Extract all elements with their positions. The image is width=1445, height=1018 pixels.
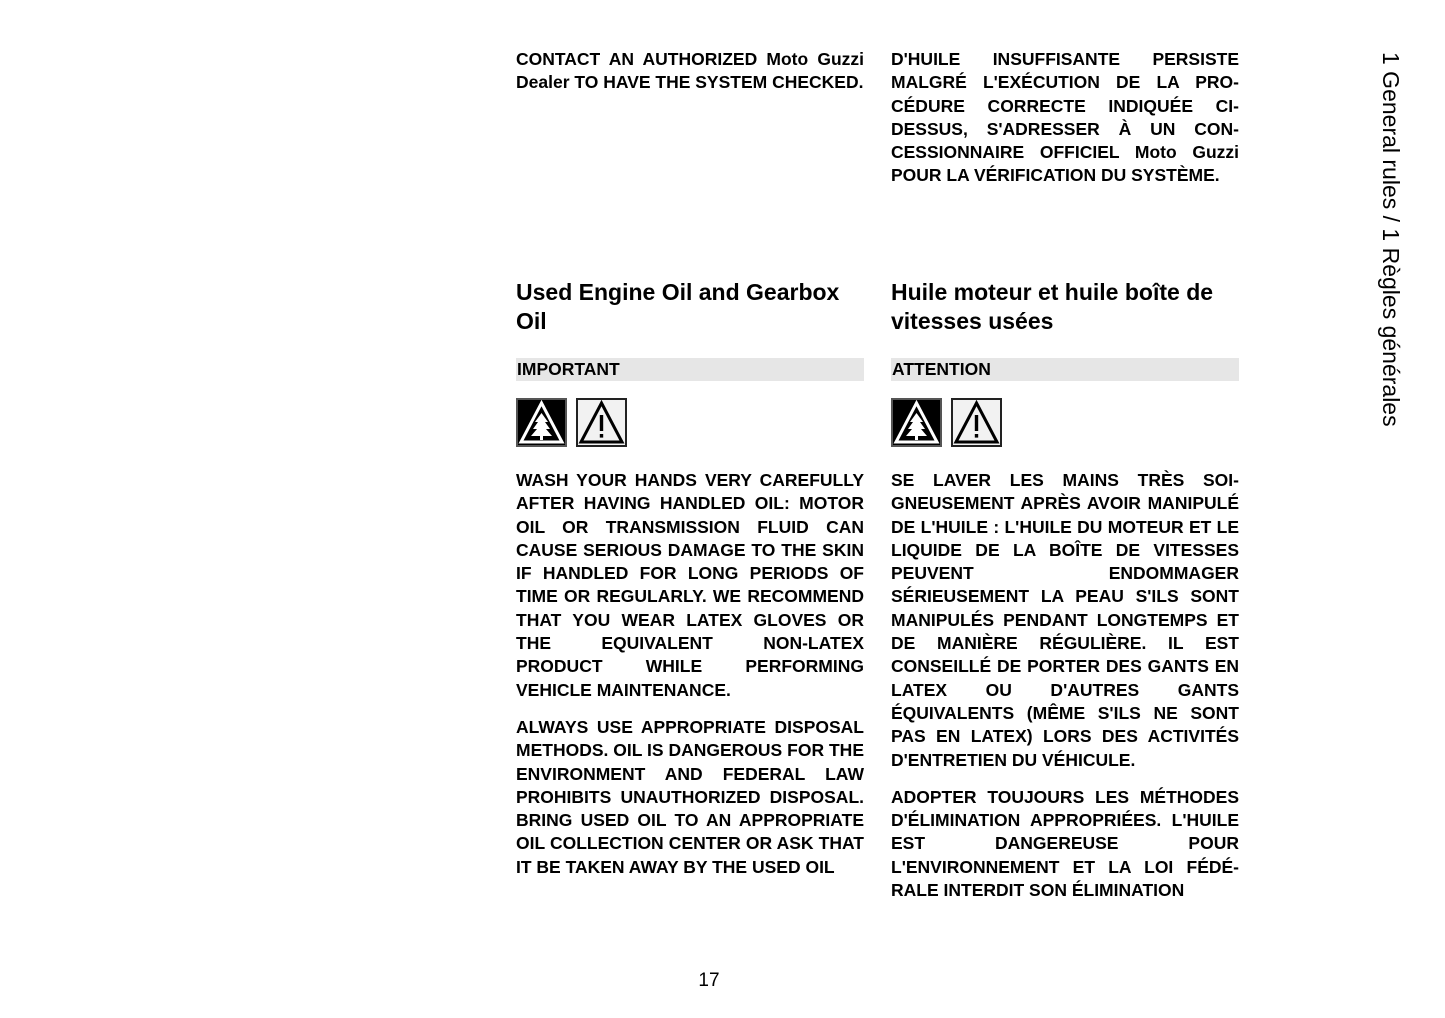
warning-icons-fr [891, 398, 1239, 447]
french-column [891, 48, 1239, 902]
paragraph-1-fr: SE LAVER LES MAINS TRÈS SOIGNEUSEMENT APRÈS AVOIR MANIPULÉ DE L'HUILE : L'HUILE DU MOTEUR ET LE LIQUIDE DE LA BOÎTE DE VITESSES PEUVENT ENDOMMAGER SÉRIEUSEMENT LA PEAU S'ILS SONT MANIPULÉS PENDANT LONGTEMPS ET DE MANIÈRE RÉGULIÈRE. IL EST CONSEILLÉ DE PORTER DES GANTS EN LATEX OU D'AUTRES GANTS ÉQUIVALENTS (MÊME S'ILS NE SONT PAS EN LATEX) LORS DES ACTIVITÉS D'ENTRETIEN DU VÉHICULE. [891, 470, 1239, 770]
intro-text-fr: D'HUILE INSUFFISANTE PERSISTE MALGRÉ L'EXÉCUTION DE LA PROCÉDURE CORRECTE INDIQUÉE CIDESSUS, S'ADRESSER À UN CONCESSIONNAIRE OFFICIEL Moto Guzzi POUR LA VÉRIFICATION DU SYSTÈME. [891, 49, 1239, 186]
environment-hazard-icon [891, 398, 942, 447]
attention-label: ATTENTION [891, 358, 1239, 381]
chapter-side-title: 1 General rules / 1 Règles générales [1378, 52, 1404, 427]
paragraph-2-en: ALWAYS USE APPROPRIATE DISPOSAL METHODS. OIL IS DANGEROUS FOR THE ENVIRONMENT AND FEDERAL LAW PROHIBITS UNAUTHORIZED DISPOSAL. BRING USED OIL TO AN APPROPRIATE OIL COLLECTION CENTER OR ASK THAT IT BE TAKEN AWAY BY THE USED OIL [516, 716, 864, 877]
intro-text-en: CONTACT AN AUTHORIZED Moto Guzzi Dealer TO HAVE THE SYSTEM CHECKED. [516, 49, 864, 93]
english-column [516, 48, 864, 879]
paragraph-1-en: WASH YOUR HANDS VERY CAREFULLY AFTER HAVING HANDLED OIL: MOTOR OIL OR TRANSMISSION FLUID CAN CAUSE SERIOUS DAMAGE TO THE SKIN IF HANDLED FOR LONG PERIODS OF TIME OR REGULARLY. WE RECOMMEND THAT YOU WEAR LATEX GLOVES OR THE EQUIVALENT NON-LATEX PRODUCT WHILE PERFORMING VEHICLE MAINTENANCE. [516, 470, 864, 700]
intro-block-fr [891, 48, 1239, 278]
paragraph-2-fr: ADOPTER TOUJOURS LES MÉTHODES D'ÉLIMINATION APPROPRIÉES. L'HUILE EST DANGEREUSE POUR L'ENVIRONNEMENT ET LA LOI FÉDÉRALE INTERDIT SON ÉLIMINATION [891, 786, 1239, 901]
section-title-en: Used Engine Oil and Gearbox Oil [516, 279, 840, 334]
intro-block-en [516, 48, 864, 278]
important-label: IMPORTANT [516, 358, 864, 381]
environment-hazard-icon [516, 398, 567, 447]
warning-icons-en [516, 398, 864, 447]
body-fr [891, 469, 1239, 902]
body-en [516, 469, 864, 879]
warning-triangle-icon [951, 398, 1002, 447]
page-number: 17 [698, 970, 720, 991]
warning-triangle-icon [576, 398, 627, 447]
section-title-fr: Huile moteur et huile boîte de vitesses usées [891, 279, 1214, 334]
